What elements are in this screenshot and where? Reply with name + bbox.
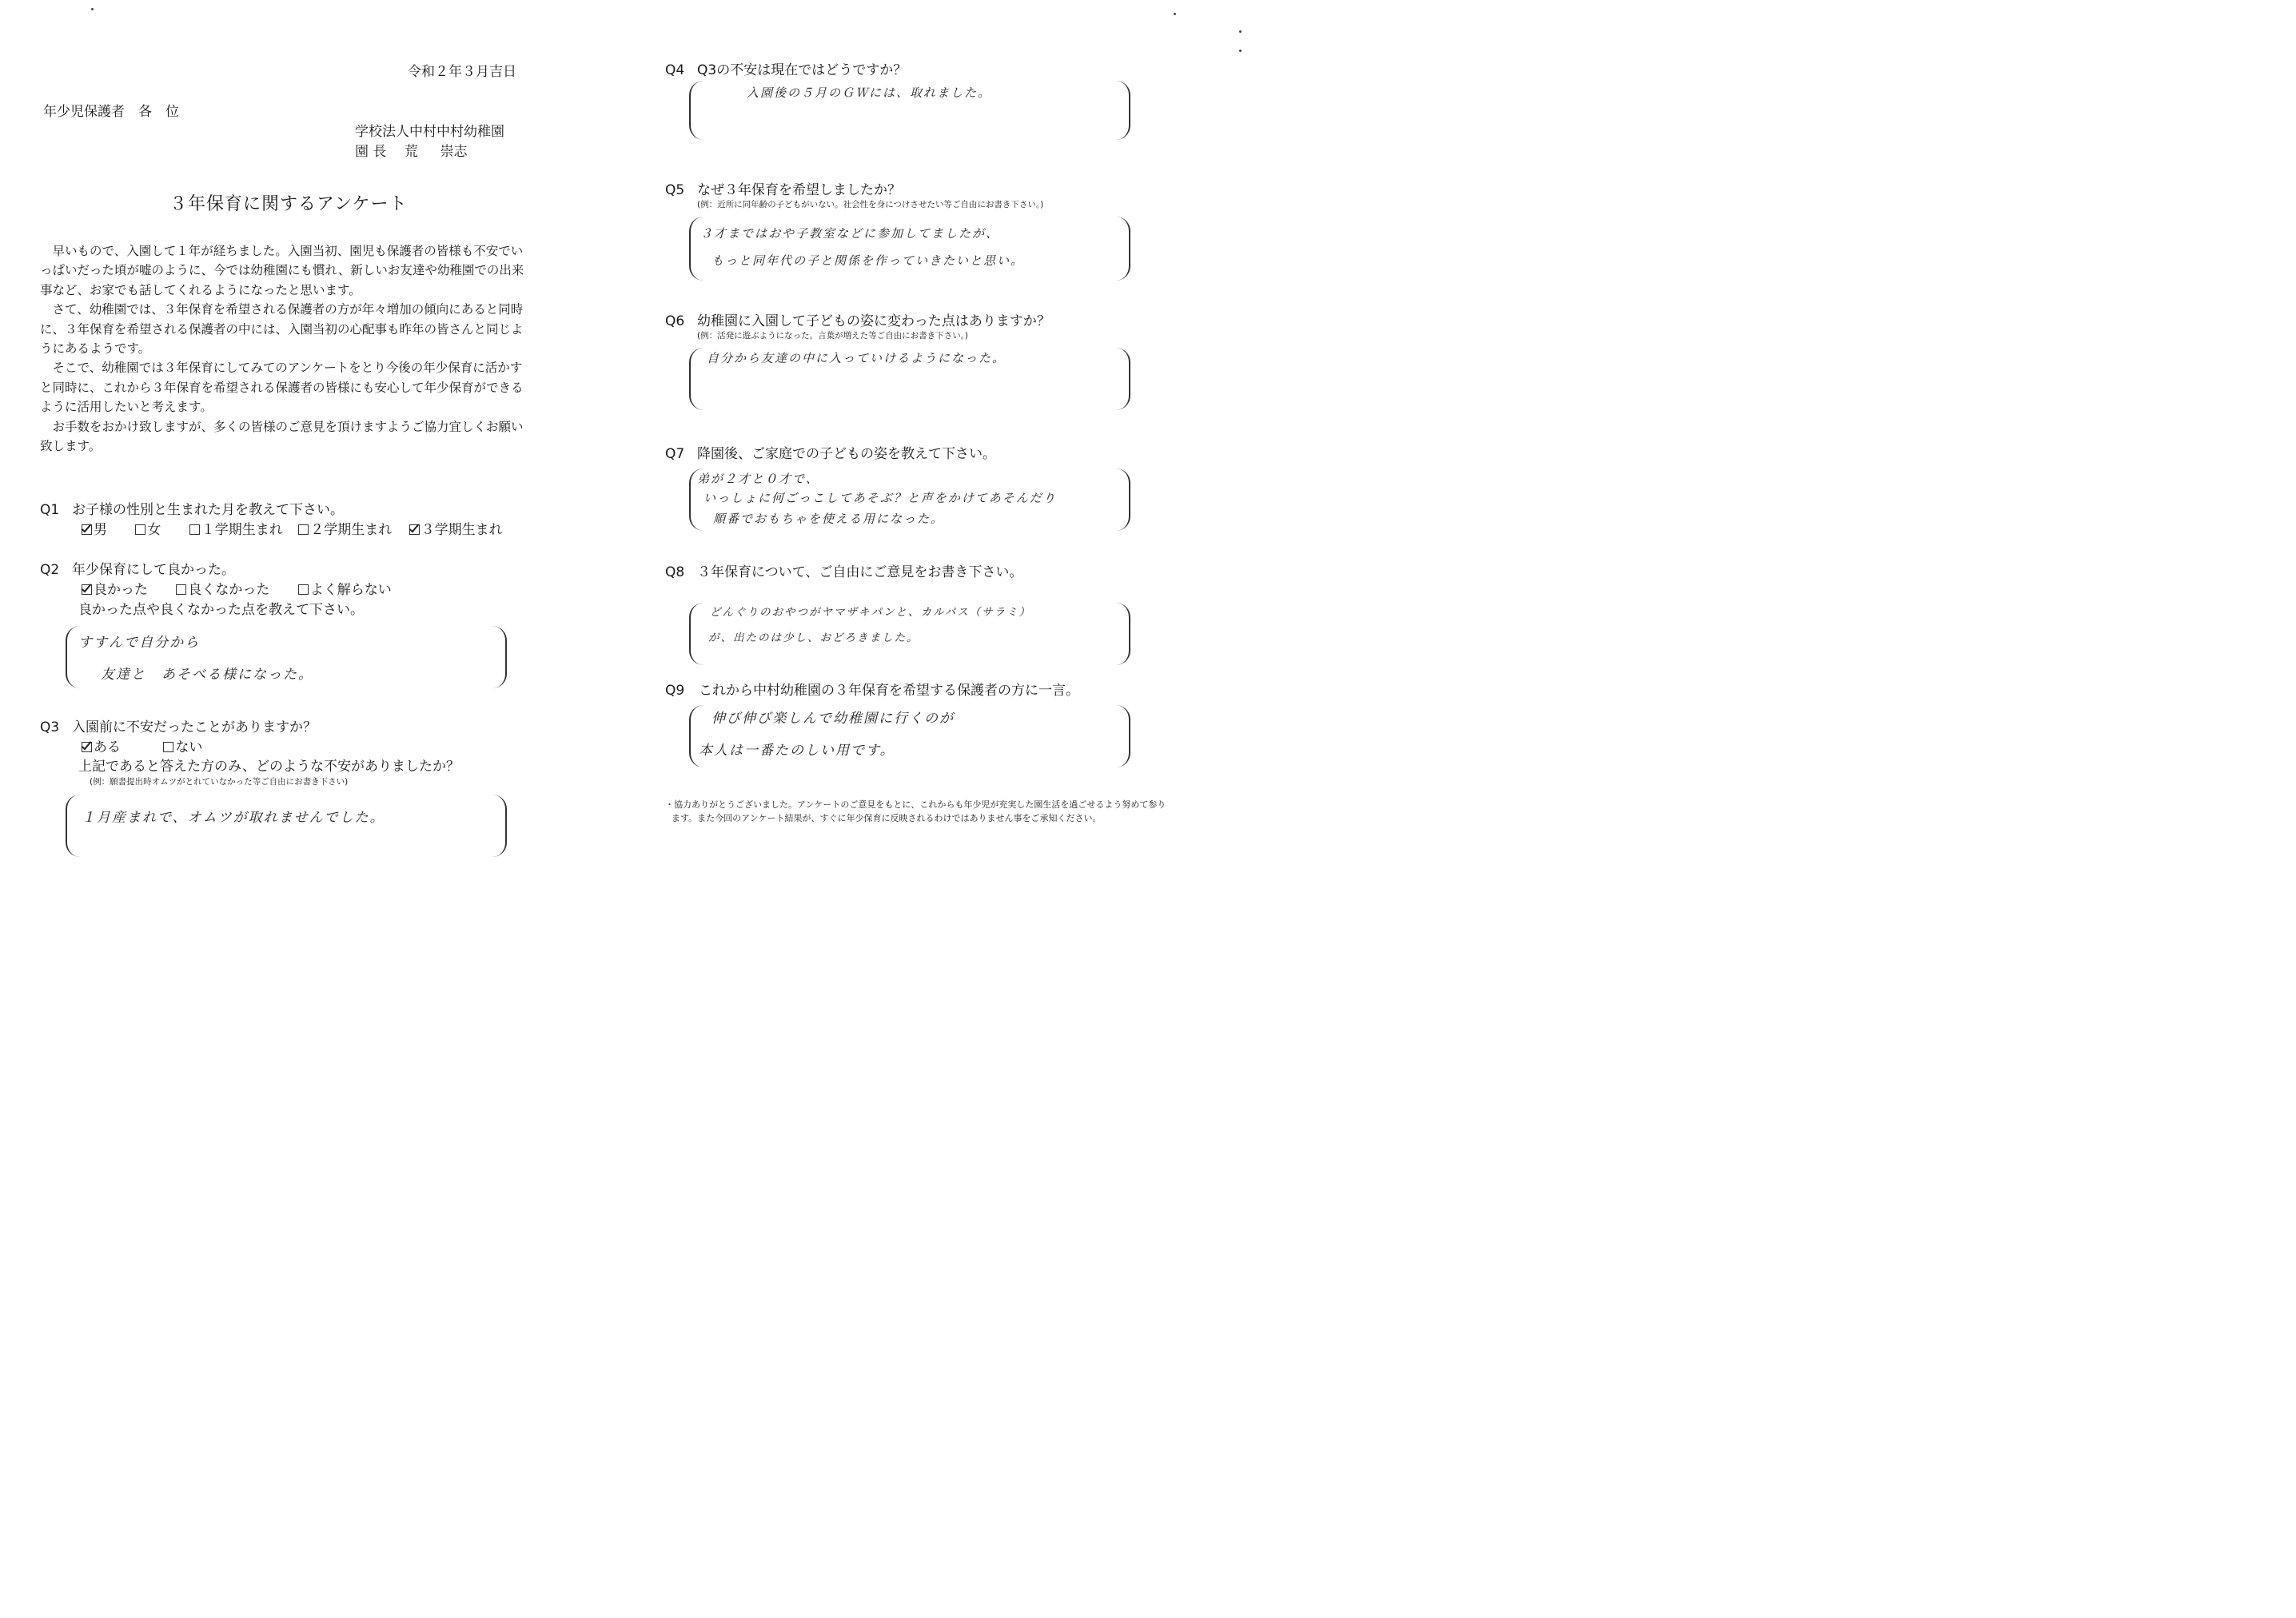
checkbox-icon[interactable] — [176, 584, 186, 595]
q1-option-term2[interactable]: ２学期生まれ — [298, 522, 392, 538]
q4-answer-box[interactable] — [689, 81, 1130, 140]
checkbox-icon[interactable] — [298, 524, 309, 535]
q2-option-unsure[interactable]: よく解らない — [298, 582, 392, 598]
scan-speck — [1174, 13, 1176, 15]
q2-answer-line: 友達と あそべる様になった。 — [101, 667, 313, 683]
q3-answer-box[interactable] — [66, 795, 507, 857]
checkbox-checked-icon[interactable] — [409, 524, 420, 535]
q7-answer-box[interactable] — [689, 468, 1130, 531]
scan-speck — [91, 8, 94, 10]
q1-option-female[interactable]: 女 — [135, 522, 161, 538]
q1-option-term1[interactable]: １学期生まれ — [189, 522, 283, 538]
footer-note-line: ・協力ありがとうございました。アンケートのご意見をもとに、これからも年少児が充実した園生活を過ごせるよう努めて参り — [665, 799, 1166, 810]
q5-example: (例：近所に同年齢の子どもがいない。社会性を身につけさせたい等ご自由にお書き下さい。) — [697, 200, 1044, 209]
q5-question: なぜ３年保育を希望しましたか？ — [697, 182, 901, 198]
q3-question: 入園前に不安だったことがありますか？ — [72, 719, 317, 735]
q6-answer-line: 自分から友達の中に入っていけるようになった。 — [707, 351, 1006, 365]
q7-answer-line: 順番でおもちゃを使える用になった。 — [713, 512, 945, 526]
checkbox-icon[interactable] — [189, 524, 200, 535]
q2-option-not-good[interactable]: 良くなかった — [176, 582, 269, 598]
q8-answer-line: どんぐりのおやつがヤマザキパンと、カルパス（サラミ） — [710, 606, 1032, 619]
q3-subquestion: 上記であると答えた方のみ、どのような不安がありましたか？ — [78, 759, 460, 775]
q3-options — [82, 738, 226, 757]
scan-speck — [1239, 30, 1242, 33]
q2-question: 年少保育にして良かった。 — [72, 562, 235, 578]
date: 令和２年３月吉日 — [408, 64, 516, 80]
q5-answer-line: ３才まではおや子教室などに参加してましたが、 — [700, 226, 1000, 241]
checkbox-checked-icon[interactable] — [82, 524, 92, 535]
q2-answer-line: すすんで自分から — [78, 635, 201, 651]
school-name: 学校法人中村中村幼稚園 — [355, 124, 504, 140]
q6-example: (例：活発に遊ぶようになった。言葉が増えた等ご自由にお書き下さい。) — [697, 331, 968, 341]
q1-number: Q1 — [40, 502, 60, 518]
q3-option-yes[interactable]: ある — [82, 739, 121, 755]
q5-answer-line: もっと同年代の子と関係を作っていきたいと思い。 — [712, 253, 1025, 268]
q5-number: Q5 — [665, 182, 685, 198]
principal-name: 園 長 荒 崇志 — [355, 144, 468, 160]
q1-option-term3[interactable]: ３学期生まれ — [409, 522, 503, 538]
q9-question: これから中村幼稚園の３年保育を希望する保護者の方に一言。 — [699, 683, 1079, 699]
checkbox-checked-icon[interactable] — [82, 742, 92, 752]
q7-answer-line: いっしょに何ごっこしてあそぶ？と声をかけてあそんだり — [704, 491, 1057, 505]
checkbox-icon[interactable] — [135, 524, 145, 535]
checkbox-icon[interactable] — [298, 584, 309, 595]
q9-answer-box[interactable] — [689, 705, 1130, 767]
q9-answer-line: 本人は一番たのしい用です。 — [699, 743, 895, 759]
q8-question: ３年保育について、ご自由にご意見をお書き下さい。 — [697, 564, 1023, 580]
q1-option-male[interactable]: 男 — [82, 522, 107, 538]
intro-paragraph: さて、幼稚園では、３年保育を希望される保護者の方が年々増加の傾向にあると同時に、３年保育を希望される保護者の中には、入園当初の心配事も昨年の皆さんと同じようにあるようです。 — [40, 302, 524, 357]
q2-option-good[interactable]: 良かった — [82, 582, 148, 598]
intro-paragraph: そこで、幼稚園では３年保育にしてみてのアンケートをとり今後の年少保育に活かすと同時に、これから３年保育を希望される保護者の皆様にも安心して年少保育ができるように活用したいと考えます。 — [40, 361, 524, 415]
recipient: 年少児保護者 各 位 — [43, 104, 179, 120]
intro-paragraph: お手数をおかけ致しますが、多くの皆様のご意見を頂けますようご協力宜しくお願い致します。 — [40, 419, 524, 454]
q8-number: Q8 — [665, 564, 685, 580]
scan-speck — [1239, 50, 1242, 52]
q9-answer-line: 伸び伸び楽しんで幼稚園に行くのが — [712, 711, 955, 727]
q1-question: お子様の性別と生まれた月を教えて下さい。 — [72, 502, 344, 518]
footer-note-line: ます。また今回のアンケート結果が、すぐに年少保育に反映されるわけではありません事をご承知ください。 — [672, 813, 1102, 823]
q6-number: Q6 — [665, 313, 685, 329]
q4-number: Q4 — [665, 62, 685, 78]
q6-question: 幼稚園に入園して子どもの姿に変わった点はありますか？ — [697, 313, 1050, 329]
q2-subquestion: 良かった点や良くなかった点を教えて下さい。 — [78, 602, 364, 618]
q7-answer-line: 弟が２才と０才で、 — [697, 472, 819, 486]
q4-answer-line: 入園後の５月のＧＷには、取れました。 — [747, 86, 992, 100]
q3-option-no[interactable]: ない — [163, 739, 202, 755]
q1-options — [82, 520, 527, 540]
intro-text — [40, 241, 528, 456]
intro-paragraph: 早いもので、入園して１年が経ちました。入園当初、園児も保護者の皆様も不安でいっぱいだった頃が嘘のように、今では幼稚園にも慣れ、新しいお友達や幼稚園での出来事など、お家でも話してくれるようになったと思います。 — [40, 244, 524, 297]
q7-number: Q7 — [665, 446, 685, 462]
q4-question: Q3の不安は現在ではどうですか？ — [697, 62, 907, 78]
q3-number: Q3 — [40, 719, 60, 735]
q5-answer-box[interactable] — [689, 217, 1130, 281]
q2-options — [82, 580, 416, 600]
q6-answer-box[interactable] — [689, 348, 1130, 410]
q8-answer-line: が、出たのは少し、おどろきました。 — [708, 632, 919, 644]
q8-answer-box[interactable] — [689, 603, 1130, 665]
q7-question: 降園後、ご家庭での子どもの姿を教えて下さい。 — [697, 446, 996, 462]
q3-example: (例：願書提出時オムツがとれていなかった等ご自由にお書き下さい) — [90, 777, 349, 787]
q2-number: Q2 — [40, 562, 60, 578]
page-title: ３年保育に関するアンケート — [169, 194, 408, 214]
q2-answer-box[interactable] — [66, 626, 507, 688]
checkbox-checked-icon[interactable] — [82, 584, 92, 595]
checkbox-icon[interactable] — [163, 742, 173, 752]
q9-number: Q9 — [665, 683, 685, 699]
q3-answer-line: １月産まれで、オムツが取れませんでした。 — [82, 810, 385, 826]
